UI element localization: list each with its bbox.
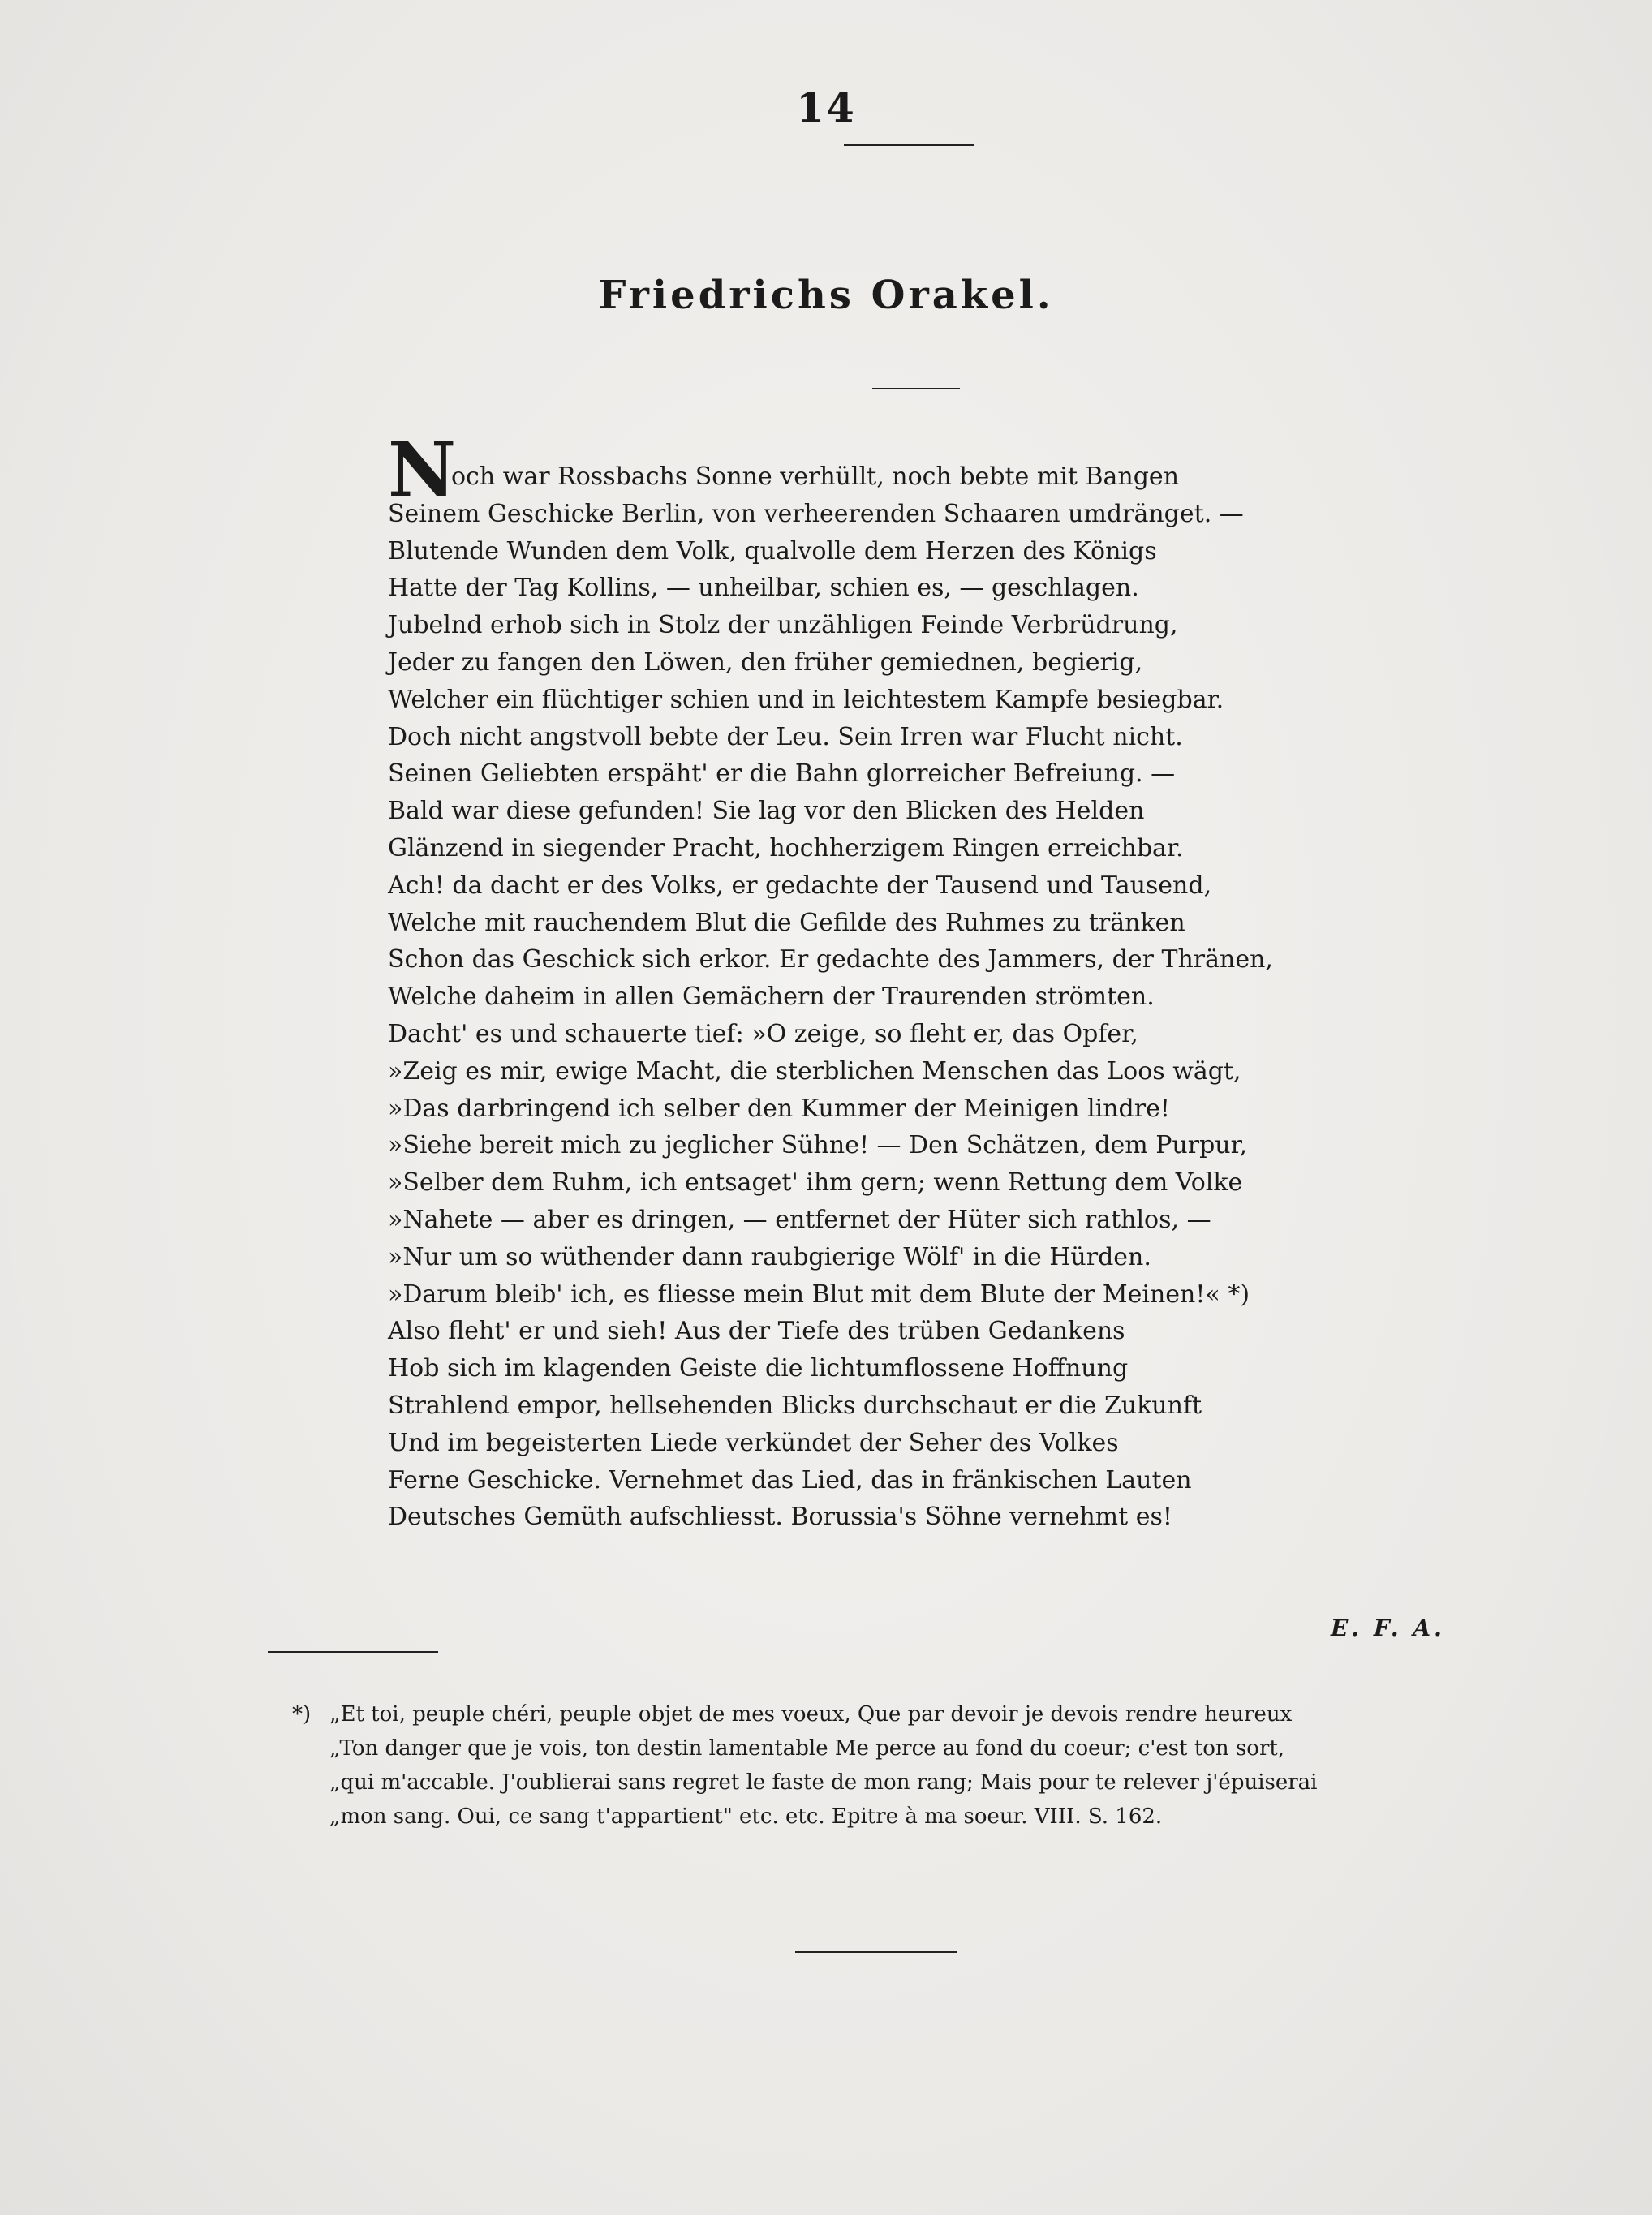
poem-line-text: och war Rossbachs Sonne verhüllt, noch bebte mit Bangen: [451, 462, 1180, 491]
poem-line: Doch nicht angstvoll bebte der Leu. Sein Irren war Flucht nicht.: [388, 722, 1183, 751]
poem-line: Bald war diese gefunden! Sie lag vor den Blicken des Helden: [388, 797, 1145, 826]
footnote-line-text: „Et toi, peuple chéri, peuple objet de mes voeux, Que par devoir je devois rendre heureux: [329, 1702, 1293, 1727]
poem-line: Blutende Wunden dem Volk, qualvolle dem Herzen des Königs: [388, 536, 1157, 566]
header-rule: [844, 144, 974, 146]
poem-line: Und im begeisterten Liede verkündet der Seher des Volkes: [388, 1428, 1119, 1457]
poem-line: Seinen Geliebten erspäht' er die Bahn glorreicher Befreiung. —: [388, 759, 1176, 789]
footnote: [292, 1697, 1574, 1834]
drop-cap: N: [388, 426, 457, 514]
poem-line: »Nur um so wüthender dann raubgierige Wölf' in die Hürden.: [388, 1242, 1151, 1271]
footnote-marker: *): [292, 1702, 312, 1727]
poem-line: Glänzend in siegender Pracht, hochherzigem Ringen erreichbar.: [388, 833, 1184, 862]
poem-body: [388, 426, 1459, 1536]
poem-line: Strahlend empor, hellsehenden Blicks durchschaut er die Zukunft: [388, 1391, 1202, 1420]
footnote-line: [292, 1697, 1574, 1731]
bottom-rule: [795, 1951, 957, 1953]
poem-line: »Darum bleib' ich, es fliesse mein Blut mit dem Blute der Meinen!« *): [388, 1280, 1250, 1309]
poem-line: Hob sich im klagenden Geiste die lichtumflossene Hoffnung: [388, 1354, 1129, 1383]
footnote-line: „qui m'accable. J'oublierai sans regret le faste de mon rang; Mais pour te relever j'épuiserai: [329, 1770, 1318, 1795]
footnote-line: „mon sang. Oui, ce sang t'appartient" etc. etc. Epitre à ma soeur. VIII. S. 162.: [329, 1804, 1163, 1829]
footnote-line: „Ton danger que je vois, ton destin lamentable Me perce au fond du coeur; c'est ton sort,: [329, 1736, 1285, 1761]
page-number: 14: [796, 84, 856, 131]
poem-line: Hatte der Tag Kollins, — unheilbar, schien es, — geschlagen.: [388, 574, 1139, 603]
poem-title: Friedrichs Orakel.: [598, 273, 1054, 318]
poem-line: Ach! da dacht er des Volks, er gedachte der Tausend und Tausend,: [388, 871, 1212, 900]
poem-line: Also fleht' er und sieh! Aus der Tiefe des trüben Gedankens: [388, 1317, 1125, 1346]
poem-line: »Nahete — aber es dringen, — entfernet der Hüter sich rathlos, —: [388, 1205, 1211, 1234]
poem-line: Ferne Geschicke. Vernehmet das Lied, das in fränkischen Lauten: [388, 1465, 1192, 1495]
poem-line: »Selber dem Ruhm, ich entsaget' ihm gern; wenn Rettung dem Volke: [388, 1168, 1243, 1198]
poem-line: Schon das Geschick sich erkor. Er gedachte des Jammers, der Thränen,: [388, 945, 1273, 974]
poem-line: Welche daheim in allen Gemächern der Traurenden strömten.: [388, 983, 1155, 1012]
poem-line: Jeder zu fangen den Löwen, den früher gemiednen, begierig,: [388, 647, 1143, 677]
title-rule: [872, 388, 960, 389]
poem-line: Seinem Geschicke Berlin, von verheerenden Schaaren umdränget. —: [388, 499, 1244, 528]
poem-line: Welche mit rauchendem Blut die Gefilde des Ruhmes zu tränken: [388, 908, 1185, 937]
poem-line: Jubelnd erhob sich in Stolz der unzähligen Feinde Verbrüdrung,: [388, 611, 1178, 640]
poem-line: »Zeig es mir, ewige Macht, die sterblichen Menschen das Loos wägt,: [388, 1056, 1241, 1086]
author-signature: E. F. A.: [1331, 1615, 1445, 1641]
signature-rule: [268, 1651, 438, 1653]
poem-line: Deutsches Gemüth aufschliesst. Borussia's Söhne vernehmt es!: [388, 1503, 1172, 1532]
poem-line: »Siehe bereit mich zu jeglicher Sühne! — Den Schätzen, dem Purpur,: [388, 1131, 1248, 1160]
poem-line: Welcher ein flüchtiger schien und in leichtestem Kampfe besiegbar.: [388, 685, 1224, 714]
poem-line: Dacht' es und schauerte tief: »O zeige, so fleht er, das Opfer,: [388, 1019, 1138, 1048]
poem-line: »Das darbringend ich selber den Kummer der Meinigen lindre!: [388, 1094, 1170, 1123]
